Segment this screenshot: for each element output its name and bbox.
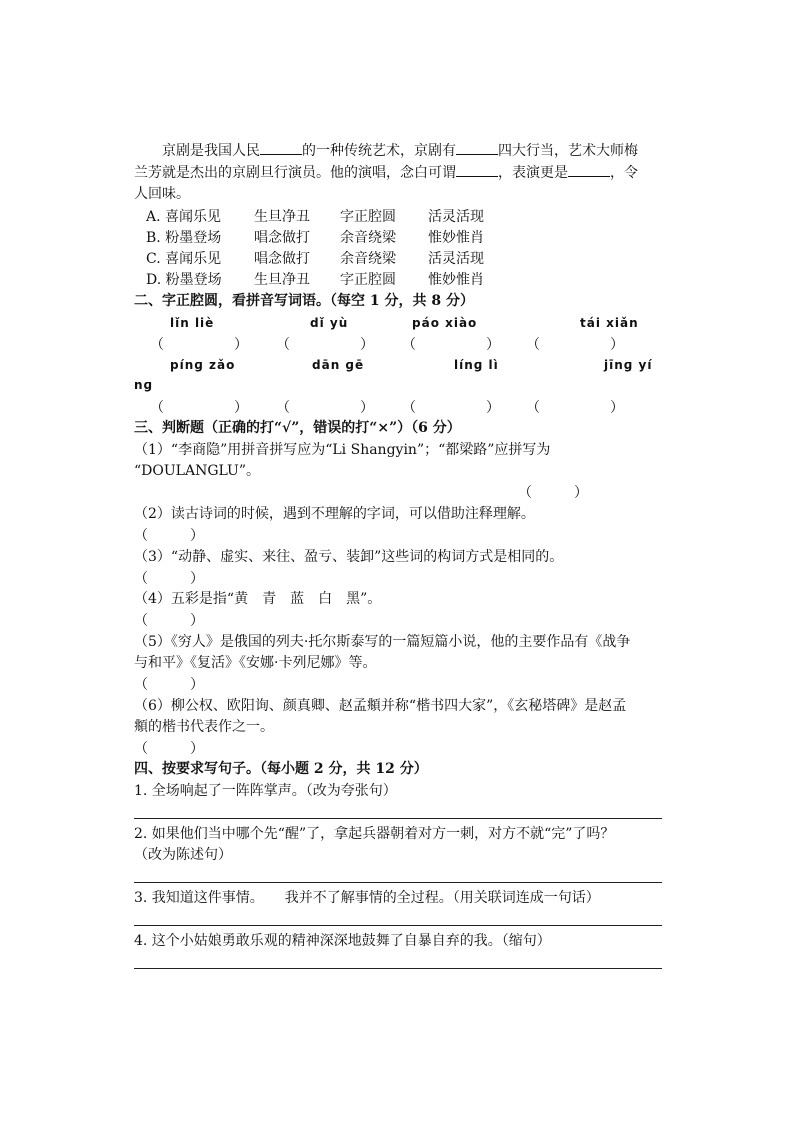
option-word: 唱念做打 — [254, 230, 310, 246]
rewrite-q4: 4. 这个小姑娘勇敢乐观的精神深深地鼓舞了自暴自弃的我。（缩句） — [134, 933, 551, 949]
answer-bracket[interactable]: （ ） — [276, 400, 374, 416]
section-2-title: 二、字正腔圆，看拼音写词语。（每空 1 分，共 8 分） — [134, 293, 474, 309]
answer-bracket[interactable]: （ ） — [276, 337, 374, 353]
answer-bracket[interactable]: （ ） — [526, 337, 624, 353]
judge-q6-cont: 頫的楷书代表作之一。 — [134, 719, 274, 735]
answer-bracket[interactable]: （ ） — [150, 337, 248, 353]
passage-text: ，表演更是 — [498, 165, 568, 181]
judge-answer-3[interactable]: （ ） — [134, 571, 204, 587]
judge-answer-6[interactable]: （ ） — [134, 741, 204, 757]
pinyin-3: páo xiào — [412, 316, 478, 330]
answer-line-1[interactable] — [134, 818, 662, 819]
pinyin-4: tái xiǎn — [580, 316, 639, 330]
option-label: D. 粉墨登场 — [146, 272, 222, 288]
section-4-title: 四、按要求写句子。（每小题 2 分，共 12 分） — [134, 761, 428, 777]
answer-bracket[interactable]: （ ） — [402, 337, 500, 353]
answer-bracket[interactable]: （ ） — [402, 400, 500, 416]
judge-q5: （5）《穷人》是俄国的列夫·托尔斯泰写的一篇短篇小说，他的主要作品有《战争 — [134, 634, 631, 650]
answer-bracket[interactable]: （ ） — [150, 400, 248, 416]
option-word: 活灵活现 — [428, 209, 484, 225]
pinyin-2: dǐ yù — [310, 316, 349, 330]
passage-line-3: 人回味。 — [134, 186, 190, 202]
answer-blank[interactable] — [456, 162, 498, 177]
judge-q1: （1）“李商隐”用拼音拼写应为“Li Shangyin”；“都梁路”应拼写为 — [134, 442, 551, 458]
answer-bracket[interactable]: （ ） — [526, 400, 624, 416]
option-word: 活灵活现 — [428, 251, 484, 267]
pinyin-7: línɡ lì — [454, 358, 499, 372]
option-word: 唱念做打 — [254, 251, 310, 267]
pinyin-8: jīnɡ yí — [604, 358, 653, 372]
passage-text: 京剧是我国人民 — [162, 143, 260, 159]
answer-line-2[interactable] — [134, 882, 662, 883]
judge-answer-1[interactable]: （ ） — [518, 485, 588, 501]
judge-q6: （6）柳公权、欧阳询、颜真卿、赵孟頫并称“楷书四大家”，《玄秘塔碑》是赵孟 — [134, 698, 627, 714]
option-label: B. 粉墨登场 — [146, 230, 222, 246]
judge-answer-2[interactable]: （ ） — [134, 528, 204, 544]
passage-line-1 — [162, 140, 638, 161]
option-word: 惟妙惟肖 — [428, 272, 484, 288]
judge-q2: （2）读古诗词的时候，遇到不理解的字词，可以借助注释理解。 — [134, 506, 535, 522]
option-word: 字正腔圆 — [340, 272, 396, 288]
rewrite-q2: 2. 如果他们当中哪个先“醒”了，拿起兵器朝着对方一刺，对方不就“完”了吗？ — [134, 826, 615, 842]
section-3-title: 三、判断题（正确的打“√”，错误的打“×”）（6 分） — [134, 420, 461, 436]
option-label: A. 喜闻乐见 — [146, 209, 222, 225]
passage-text: 兰芳就是杰出的京剧旦行演员。他的演唱，念白可谓 — [134, 165, 456, 181]
option-word: 惟妙惟肖 — [428, 230, 484, 246]
judge-q5-cont: 与和平》《复活》《安娜·卡列尼娜》等。 — [134, 655, 377, 671]
pinyin-5: pínɡ zǎo — [170, 358, 236, 372]
rewrite-q3: 3. 我知道这件事情。 我并不了解事情的全过程。（用关联词连成一句话） — [134, 890, 600, 906]
rewrite-q2-cont: （改为陈述句） — [134, 847, 232, 863]
judge-q4: （4）五彩是指“黄 青 蓝 白 黑”。 — [134, 591, 382, 607]
passage-text: 的一种传统艺术，京剧有 — [302, 143, 456, 159]
passage-text: 四大行当，艺术大师梅 — [498, 143, 638, 159]
passage-text: ，令 — [610, 165, 638, 181]
option-label: C. 喜闻乐见 — [146, 251, 222, 267]
option-word: 生旦净丑 — [254, 209, 310, 225]
judge-q3: （3）“动静、虚实、来往、盈亏、装卸”这些词的构词方式是相同的。 — [134, 549, 564, 565]
rewrite-q1: 1. 全场响起了一阵阵掌声。（改为夸张句） — [134, 783, 397, 799]
answer-blank[interactable] — [260, 140, 302, 155]
answer-blank[interactable] — [456, 140, 498, 155]
option-word: 余音绕梁 — [340, 230, 396, 246]
option-word: 余音绕梁 — [340, 251, 396, 267]
pinyin-8-wrap: nɡ — [134, 378, 154, 392]
answer-line-4[interactable] — [134, 968, 662, 969]
answer-line-3[interactable] — [134, 925, 662, 926]
pinyin-6: dān ɡē — [312, 358, 365, 372]
judge-q1-cont: “DOULANGLU”。 — [134, 463, 260, 479]
option-word: 字正腔圆 — [340, 209, 396, 225]
answer-blank[interactable] — [568, 162, 610, 177]
passage-line-2 — [134, 162, 638, 183]
judge-answer-4[interactable]: （ ） — [134, 613, 204, 629]
option-word: 生旦净丑 — [254, 272, 310, 288]
judge-answer-5[interactable]: （ ） — [134, 677, 204, 693]
pinyin-1: lǐn liè — [170, 316, 215, 330]
